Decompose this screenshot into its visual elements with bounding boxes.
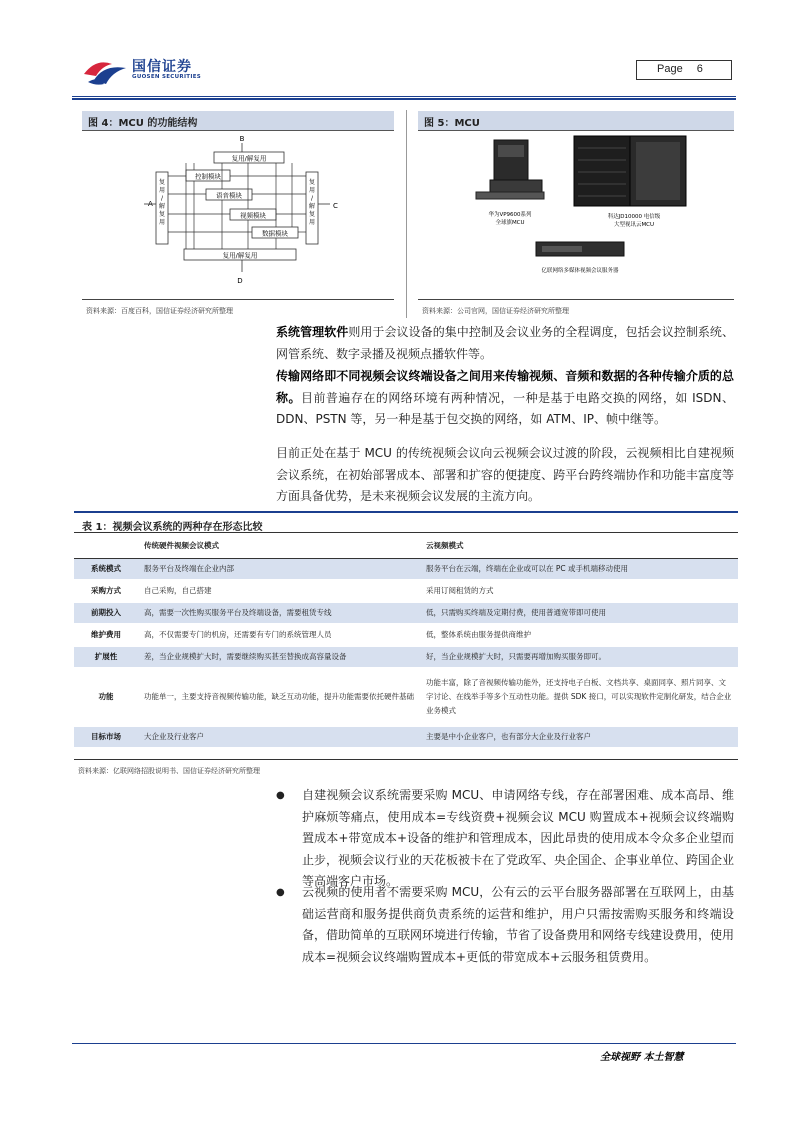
cloud-cell: 好，当企业规模扩大时，只需要再增加购买服务即可。 [426, 652, 606, 661]
figure-5-title: 图 5：MCU [418, 111, 734, 131]
mcu-structure-diagram [82, 132, 394, 300]
figure-4-diagram [82, 132, 394, 300]
paragraph-transmission-network [276, 366, 734, 431]
guosen-logo-icon [82, 54, 128, 88]
kedacom-caption: 科达JD10000 电信级大型视讯云MCU [607, 214, 661, 228]
cloud-cell: 功能丰富，除了音视频传输功能外，还支持电子白板、文档共享、桌面同享、照片同享、文字讨论、在线举手等多个互动性功能。提供 SDK 接口，可以实现软件定制化研发，结合企业业务模式 [426, 678, 732, 715]
label-c: C [333, 202, 338, 210]
comparison-table [74, 533, 738, 749]
table-bottom-rule [74, 759, 738, 760]
traditional-cell: 高，不仅需要专门的机房，还需要有专门的系统管理人员 [144, 630, 332, 639]
huawei-mcu-image [476, 140, 544, 199]
table-row [74, 647, 738, 669]
paragraph-2-bold: 传输网络即不同视频会议终端设备之间用来传输视频、音频和数据的各种传输介质的总称。 [276, 369, 734, 405]
yealink-caption: 亿联网络多媒体视频会议服务器 [541, 268, 619, 274]
logo-english-name: GUOSEN SECURITIES [132, 74, 202, 80]
header-rule-thick [72, 98, 736, 100]
footer-slogan: 全球视野 本土智慧 [600, 1052, 684, 1063]
paragraph-1-bold: 系统管理软件 [276, 325, 349, 339]
cloud-cell: 低，整体系统由服务提供商维护 [426, 630, 531, 639]
control-module-label: 控制模块 [195, 172, 221, 181]
header-rule-thin [72, 96, 736, 97]
table-row [74, 669, 738, 727]
row-label: 前期投入 [91, 608, 121, 617]
label-a: A [148, 200, 153, 208]
table-row [74, 581, 738, 603]
page-label: Page [657, 63, 683, 75]
row-label: 功能 [98, 692, 114, 701]
bottom-mux-label: 复用/解复用 [222, 251, 258, 260]
table-row [74, 625, 738, 647]
bullet-self-built [276, 785, 734, 893]
table-header-cell [74, 533, 138, 558]
paragraph-cloud-transition: 目前正处在基于 MCU 的传统视频会议向云视频会议过渡的阶段，云视频相比自建视频会议系统，在初始部署成本、部署和扩容的便捷度、跨平台跨终端协作和功能丰富度等方面具备优势，是未来视频会议发展的主流方向。 [276, 446, 734, 503]
traditional-cell: 大企业及行业客户 [144, 732, 204, 741]
figure-4-source: 资料来源：百度百科，国信证券经济研究所整理 [86, 307, 233, 315]
cloud-cell: 采用订阅租赁的方式 [426, 586, 494, 595]
traditional-cell: 高，需要一次性购买服务平台及终端设备，需要租赁专线 [144, 608, 332, 617]
right-mux-label: 复用/解复用 [308, 179, 316, 226]
audio-module-label: 语音模块 [216, 191, 242, 200]
table-header-row [74, 533, 738, 559]
kedacom-mcu-image [574, 136, 686, 206]
row-label: 采购方式 [91, 586, 121, 595]
figure-5-images [418, 132, 734, 300]
bullet-text: 自建视频会议系统需要采购 MCU、申请网络专线，存在部署困难、成本高昂、维护麻烦等痛点，使用成本=专线资费+视频会议 MCU 购置成本+视频会议终端购置成本+带宽成本+设备的维护和管理成本，因此昂贵的使用成本令众多企业望而止步，视频会议行业的天花板被卡在了党政军、央企国企、企事业单位、跨国企业等高端客户市场。 [302, 788, 735, 888]
traditional-cell: 服务平台及终端在企业内部 [144, 564, 234, 573]
figure-5-source: 资料来源：公司官网，国信证券经济研究所整理 [422, 307, 569, 315]
left-mux-label: 复用/解复用 [158, 179, 166, 226]
table-row [74, 603, 738, 625]
bullet-dot-icon: ● [276, 790, 285, 801]
page-indicator [636, 60, 732, 80]
row-label: 目标市场 [91, 732, 121, 741]
cloud-cell: 低，只需购买终端及定期付费，使用普通宽带即可使用 [426, 608, 606, 617]
footer-rule [72, 1043, 736, 1044]
figure-separator [406, 110, 407, 318]
bullet-dot-icon: ● [276, 887, 285, 898]
row-label: 扩展性 [94, 652, 118, 661]
label-d: D [237, 277, 243, 285]
table-1-title: 表 1：视频会议系统的两种存在形态比较 [74, 511, 738, 533]
data-module-label: 数据模块 [262, 229, 288, 238]
traditional-cell: 功能单一，主要支持音视频传输功能，缺乏互动功能，提升功能需要依托硬件基础 [144, 692, 414, 701]
table-row [74, 559, 738, 581]
table-row [74, 727, 738, 749]
video-module-label: 视频模块 [240, 211, 266, 220]
table-header-cell: 云视频模式 [426, 540, 464, 550]
traditional-cell: 自己采购，自己搭建 [144, 586, 212, 595]
paragraph-system-management [276, 322, 734, 365]
figure-4-title: 图 4：MCU 的功能结构 [82, 111, 394, 131]
table-header-cell: 传统硬件视频会议模式 [144, 540, 219, 550]
cloud-cell: 主要是中小企业客户，也有部分大企业及行业客户 [426, 732, 591, 741]
label-b: B [239, 135, 245, 143]
row-label: 系统模式 [91, 564, 121, 573]
company-logo [82, 54, 212, 90]
top-mux-label: 复用/解复用 [231, 154, 267, 163]
cloud-cell: 服务平台在云端，终端在企业或可以在 PC 或手机端移动使用 [426, 564, 629, 573]
traditional-cell: 差，当企业规模扩大时，需要继续购买甚至替换成高容量设备 [144, 652, 347, 661]
mcu-product-photos [418, 132, 734, 300]
page-number: 6 [696, 63, 703, 75]
huawei-caption: 华为VP9600系列全球旗MCU [488, 212, 532, 226]
paragraph-1-text: 则用于会议设备的集中控制及会议业务的全程调度，包括会议控制系统、网管系统、数字录播及视频点播软件等。 [276, 325, 734, 361]
logo-chinese-name: 国信证券 [132, 59, 192, 75]
bullet-cloud [276, 882, 734, 968]
paragraph-2-text: 目前普遍存在的网络环境有两种情况，一种是基于电路交换的网络，如 ISDN、DDN、PSTN 等，另一种是基于包交换的网络，如 ATM、IP、帧中继等。 [276, 390, 734, 426]
table-source: 资料来源：亿联网络招股说明书、国信证券经济研究所整理 [78, 767, 260, 775]
yealink-server-image [536, 242, 624, 256]
bullet-text: 云视频的使用者不需要采购 MCU，公有云的云平台服务器部署在互联网上，由基础运营商和服务提供商负责系统的运营和维护，用户只需按需购买服务和终端设备，借助简单的互联网环境进行传输，节省了设备费用和网络专线建设费用，使用成本=视频会议终端购置成本+更低的带宽成本+云服务租赁费用。 [302, 885, 735, 964]
row-label: 维护费用 [91, 630, 121, 639]
